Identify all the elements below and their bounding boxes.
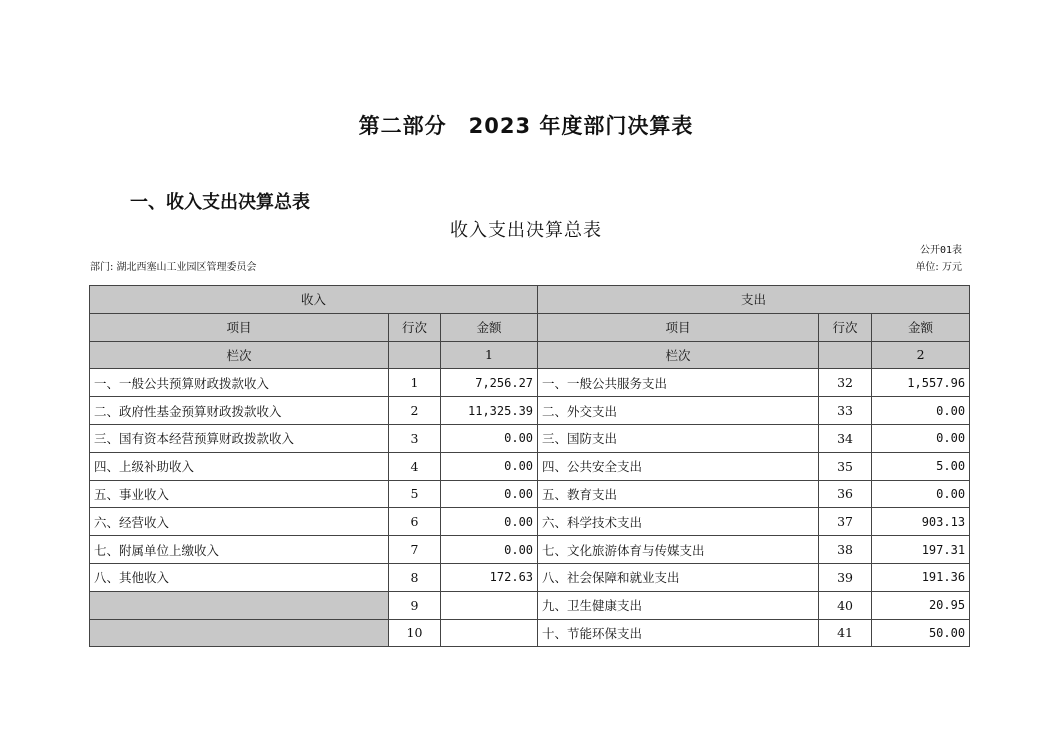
expense-line-cell: 33 [819,397,872,425]
income-item-cell: 六、经营收入 [90,508,389,536]
unit-label: 单位: 万元 [915,262,962,273]
table-title: 收入支出决算总表 [450,220,602,241]
income-line-cell: 9 [389,591,441,619]
expense-col-number: 2 [872,341,970,369]
table-row [90,452,970,480]
table-row [90,536,970,564]
expense-amount-cell: 50.00 [872,619,970,647]
expense-line-cell: 36 [819,480,872,508]
table-body [90,369,970,647]
income-line-cell: 5 [389,480,441,508]
expense-item-cell: 四、公共安全支出 [538,452,819,480]
expense-row-label: 栏次 [538,341,819,369]
expense-amount-cell: 0.00 [872,480,970,508]
income-item-cell: 五、事业收入 [90,480,389,508]
expense-amount-cell: 903.13 [872,508,970,536]
income-line-blank [389,341,441,369]
income-item-header: 项目 [90,313,389,341]
income-amount-cell: 0.00 [441,480,538,508]
expense-amount-cell: 1,557.96 [872,369,970,397]
expense-amount-cell: 20.95 [872,591,970,619]
expense-amount-cell: 0.00 [872,397,970,425]
income-item-cell: 四、上级补助收入 [90,452,389,480]
expense-line-cell: 38 [819,536,872,564]
column-number-row [90,341,970,369]
income-amount-cell: 11,325.39 [441,397,538,425]
expense-item-cell: 七、文化旅游体育与传媒支出 [538,536,819,564]
expense-item-cell: 二、外交支出 [538,397,819,425]
department-label: 部门: 湖北西塞山工业园区管理委员会 [90,262,257,273]
expense-header: 支出 [538,286,970,314]
income-line-cell: 6 [389,508,441,536]
expense-item-cell: 十、节能环保支出 [538,619,819,647]
income-item-cell: 二、政府性基金预算财政拨款收入 [90,397,389,425]
expense-line-cell: 34 [819,424,872,452]
table-row [90,397,970,425]
expense-line-cell: 41 [819,619,872,647]
page-title: 第二部分 2023 年度部门决算表 [358,114,694,138]
income-amount-cell: 0.00 [441,452,538,480]
expense-item-cell: 八、社会保障和就业支出 [538,563,819,591]
income-amount-cell: 0.00 [441,508,538,536]
table-row [90,508,970,536]
income-amount-cell: 172.63 [441,563,538,591]
income-line-header: 行次 [389,313,441,341]
expense-item-cell: 三、国防支出 [538,424,819,452]
column-header-row [90,313,970,341]
section-heading: 一、收入支出决算总表 [130,192,310,213]
expense-line-header: 行次 [819,313,872,341]
income-expense-table [89,285,970,647]
income-header: 收入 [90,286,538,314]
income-amount-cell: 0.00 [441,424,538,452]
income-item-cell [90,591,389,619]
income-line-cell: 10 [389,619,441,647]
income-item-cell: 三、国有资本经营预算财政拨款收入 [90,424,389,452]
expense-amount-cell: 5.00 [872,452,970,480]
income-row-label: 栏次 [90,341,389,369]
income-line-cell: 1 [389,369,441,397]
expense-line-cell: 40 [819,591,872,619]
income-item-cell: 七、附属单位上缴收入 [90,536,389,564]
income-item-cell: 八、其他收入 [90,563,389,591]
expense-amount-cell: 197.31 [872,536,970,564]
expense-item-cell: 六、科学技术支出 [538,508,819,536]
expense-line-cell: 37 [819,508,872,536]
table-row [90,480,970,508]
expense-line-cell: 32 [819,369,872,397]
expense-line-blank [819,341,872,369]
table-row [90,591,970,619]
form-code: 公开01表 [919,245,962,256]
expense-amount-cell: 191.36 [872,563,970,591]
expense-line-cell: 39 [819,563,872,591]
income-col-number: 1 [441,341,538,369]
expense-item-header: 项目 [538,313,819,341]
income-item-cell [90,619,389,647]
expense-amount-header: 金额 [872,313,970,341]
income-line-cell: 7 [389,536,441,564]
income-amount-header: 金额 [441,313,538,341]
income-line-cell: 3 [389,424,441,452]
table-row [90,619,970,647]
expense-item-cell: 一、一般公共服务支出 [538,369,819,397]
table-header-row [90,286,970,314]
income-amount-cell: 0.00 [441,536,538,564]
income-line-cell: 4 [389,452,441,480]
income-amount-cell [441,591,538,619]
income-line-cell: 2 [389,397,441,425]
expense-line-cell: 35 [819,452,872,480]
table-row [90,369,970,397]
income-line-cell: 8 [389,563,441,591]
table-row [90,563,970,591]
table-row [90,424,970,452]
expense-item-cell: 九、卫生健康支出 [538,591,819,619]
income-amount-cell: 7,256.27 [441,369,538,397]
expense-item-cell: 五、教育支出 [538,480,819,508]
income-item-cell: 一、一般公共预算财政拨款收入 [90,369,389,397]
expense-amount-cell: 0.00 [872,424,970,452]
income-amount-cell [441,619,538,647]
